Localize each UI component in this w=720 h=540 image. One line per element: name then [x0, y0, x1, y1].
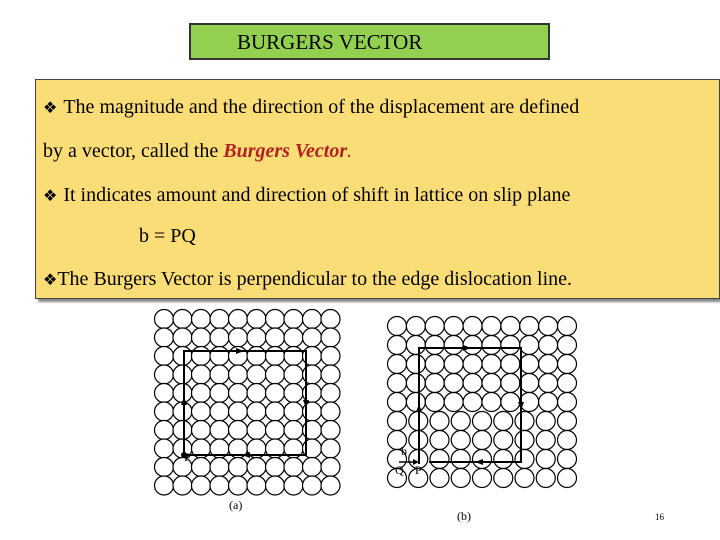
lattice-atom [173, 328, 192, 347]
lattice-atom [284, 421, 303, 440]
lattice-atom [473, 412, 492, 431]
lattice-atom [430, 412, 449, 431]
slide-title-text: BURGERS VECTOR [237, 30, 423, 54]
bullet-2-text: It indicates amount and direction of shift in lattice on slip plane [63, 184, 571, 206]
lattice-atom [321, 310, 340, 329]
lattice-atom [430, 450, 449, 469]
lattice-atom [451, 469, 470, 488]
lattice-atom [558, 374, 577, 393]
lattice-atom [155, 421, 174, 440]
lattice-atom [210, 476, 229, 495]
lattice-atom [321, 347, 340, 366]
lattice-atom [303, 458, 322, 477]
lattice-atom [444, 393, 463, 412]
lattice-atom [155, 458, 174, 477]
lattice-atom [247, 384, 266, 403]
lattice-atom [155, 402, 174, 421]
lattice-atom [284, 402, 303, 421]
lattice-atom [247, 365, 266, 384]
lattice-atom [430, 431, 449, 450]
lattice-atom [406, 393, 425, 412]
lattice-atom [229, 328, 248, 347]
lattice-atom [515, 450, 534, 469]
lattice-atom [321, 476, 340, 495]
lattice-atom [558, 469, 577, 488]
lattice-atom [303, 310, 322, 329]
lattice-atom [210, 458, 229, 477]
lattice-atom [229, 384, 248, 403]
lattice-atom [155, 347, 174, 366]
lattice-atom [229, 402, 248, 421]
label-p-b: P [415, 463, 422, 477]
lattice-atom [321, 421, 340, 440]
lattice-atom [520, 317, 539, 336]
lattice-atom [451, 431, 470, 450]
lattice-atom [266, 402, 285, 421]
lattice-atom [558, 450, 577, 469]
bullet-3 [43, 268, 572, 291]
lattice-atom [247, 347, 266, 366]
lattice-atom [520, 336, 539, 355]
lattice-atom [247, 402, 266, 421]
lattice-atom [247, 421, 266, 440]
lattice-atom [284, 384, 303, 403]
lattice-atom [266, 365, 285, 384]
lattice-atom [229, 365, 248, 384]
lattice-atom [473, 431, 492, 450]
lattice-atom [501, 355, 520, 374]
lattice-atom [444, 317, 463, 336]
lattice-atom [321, 384, 340, 403]
lattice-atom [210, 421, 229, 440]
lattice-atom [463, 317, 482, 336]
lattice-atom [501, 374, 520, 393]
lattice-atom [155, 365, 174, 384]
lattice-atom [247, 310, 266, 329]
bullet-1-cont-pre: by a vector, called the [43, 140, 224, 162]
lattice-atom [501, 317, 520, 336]
lattice-atom [210, 328, 229, 347]
lattice-atom [501, 393, 520, 412]
lattice-atom [229, 458, 248, 477]
lattice-atom [558, 393, 577, 412]
lattice-atom [494, 469, 513, 488]
lattice-atom [451, 412, 470, 431]
lattice-atom [173, 347, 192, 366]
bullet-1-continuation [43, 140, 352, 163]
lattice-atom [210, 402, 229, 421]
lattice-atom [558, 317, 577, 336]
lattice-atom [451, 450, 470, 469]
lattice-atom [210, 347, 229, 366]
lattice-atom [284, 328, 303, 347]
formula-text: b = PQ [139, 225, 196, 247]
lattice-atom [539, 355, 558, 374]
lattice-atom [266, 384, 285, 403]
lattice-atom [192, 328, 211, 347]
lattice-atom [321, 402, 340, 421]
lattice-atom [284, 310, 303, 329]
lattice-atom [247, 476, 266, 495]
page-number: 16 [655, 512, 664, 522]
burgers-vector-emphasis: Burgers Vector [223, 140, 348, 162]
lattice-atom [425, 336, 444, 355]
lattice-atom [192, 384, 211, 403]
bullet-1 [43, 96, 579, 119]
bullet-1-text: The magnitude and the direction of the displacement are defined [63, 96, 580, 118]
lattice-atom [482, 336, 501, 355]
lattice-atom [520, 374, 539, 393]
lattice-atom [494, 431, 513, 450]
lattice-atom [388, 393, 407, 412]
bullet-2 [43, 184, 570, 207]
lattice-atom [388, 336, 407, 355]
lattice-atom [284, 458, 303, 477]
lattice-atom [536, 450, 555, 469]
lattice-atom [247, 328, 266, 347]
label-b: b [401, 444, 407, 458]
lattice-atom [210, 365, 229, 384]
lattice-atom [473, 469, 492, 488]
lattice-atom [501, 336, 520, 355]
lattice-atom [266, 458, 285, 477]
lattice-atom [266, 328, 285, 347]
formula [139, 225, 196, 248]
lattice-atom [303, 476, 322, 495]
lattice-atom [515, 469, 534, 488]
lattice-atom [558, 336, 577, 355]
lattice-atom [558, 412, 577, 431]
lattice-atom [155, 310, 174, 329]
lattice-atom [463, 393, 482, 412]
lattice-atom [321, 458, 340, 477]
bullet-2-icon: ❖ [43, 186, 58, 205]
lattice-atom [229, 310, 248, 329]
bullet-3-text: The Burgers Vector is perpendicular to the edge dislocation line. [57, 268, 573, 290]
lattice-atom [192, 476, 211, 495]
lattice-atom [558, 431, 577, 450]
lattice-atom [388, 374, 407, 393]
lattice-atom [539, 336, 558, 355]
lattice-atom [155, 328, 174, 347]
lattice-atom [173, 476, 192, 495]
lattice-atom [536, 469, 555, 488]
lattice-atom [406, 336, 425, 355]
lattice-atom [388, 412, 407, 431]
lattice-atom [173, 365, 192, 384]
lattice-atom [520, 355, 539, 374]
lattice-atom [192, 365, 211, 384]
lattice-atom [303, 328, 322, 347]
lattice-atom [173, 384, 192, 403]
lattice-atom [463, 336, 482, 355]
lattice-figure-b [383, 312, 583, 497]
lattice-atom [539, 317, 558, 336]
label-q: Q [395, 463, 404, 477]
lattice-atom [473, 450, 492, 469]
lattice-atom [284, 476, 303, 495]
lattice-atom [284, 347, 303, 366]
lattice-atom [463, 374, 482, 393]
lattice-atom [284, 365, 303, 384]
lattice-atom [192, 458, 211, 477]
lattice-atom [406, 355, 425, 374]
lattice-atom [482, 393, 501, 412]
lattice-atom [482, 374, 501, 393]
lattice-atom [515, 412, 534, 431]
lattice-atom [430, 469, 449, 488]
lattice-atom [463, 355, 482, 374]
lattice-atom [536, 412, 555, 431]
lattice-figure-a [150, 305, 350, 505]
bullet-1-cont-post: . [347, 140, 353, 162]
lattice-atom [494, 450, 513, 469]
lattice-atom [515, 431, 534, 450]
lattice-atom [173, 310, 192, 329]
lattice-atom [173, 421, 192, 440]
lattice-atom [210, 384, 229, 403]
lattice-atom [539, 374, 558, 393]
lattice-atom [388, 355, 407, 374]
lattice-atom [406, 374, 425, 393]
lattice-atom [321, 439, 340, 458]
lattice-atom [444, 355, 463, 374]
lattice-atom [266, 347, 285, 366]
lattice-atom [558, 355, 577, 374]
lattice-atom [536, 431, 555, 450]
lattice-atom [482, 317, 501, 336]
caption-a: (a) [229, 498, 243, 512]
lattice-atom [406, 317, 425, 336]
lattice-atom [321, 365, 340, 384]
lattice-atom [266, 310, 285, 329]
content-panel [35, 79, 720, 299]
lattice-atom [482, 355, 501, 374]
lattice-atom [229, 421, 248, 440]
label-p-a: P [184, 450, 191, 464]
lattice-atom [425, 317, 444, 336]
lattice-atom [425, 374, 444, 393]
lattice-atom [155, 476, 174, 495]
lattice-atom [425, 355, 444, 374]
lattice-atom [388, 317, 407, 336]
lattice-atom [444, 374, 463, 393]
lattice-atom [192, 347, 211, 366]
lattice-atom [155, 439, 174, 458]
slide-title [189, 23, 550, 60]
lattice-atom [425, 393, 444, 412]
lattice-atom [539, 393, 558, 412]
lattice-atom [229, 476, 248, 495]
lattice-atom [155, 384, 174, 403]
bullet-1-icon: ❖ [43, 98, 58, 117]
lattice-atom [210, 310, 229, 329]
lattice-atom [266, 421, 285, 440]
lattice-atom [192, 310, 211, 329]
lattice-atom [192, 402, 211, 421]
lattice-atom [266, 476, 285, 495]
lattice-atom [247, 458, 266, 477]
lattice-atom [321, 328, 340, 347]
caption-b: (b) [457, 509, 471, 523]
lattice-atom [192, 421, 211, 440]
lattice-atom [494, 412, 513, 431]
bullet-3-icon: ❖ [43, 270, 58, 289]
lattice-atom [444, 336, 463, 355]
